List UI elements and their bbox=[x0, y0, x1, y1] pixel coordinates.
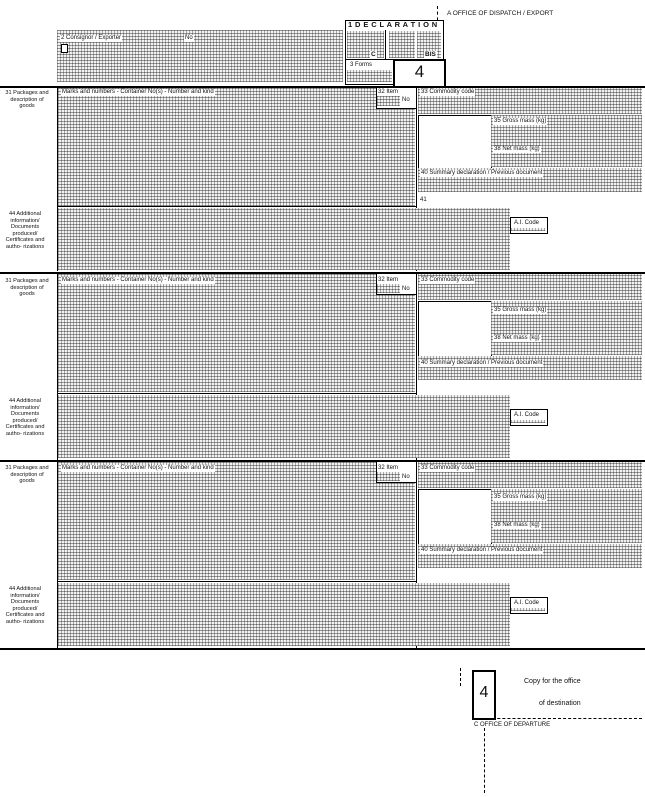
divider bbox=[57, 206, 416, 207]
additional-info-field[interactable] bbox=[58, 395, 510, 458]
marks-label: Marks and numbers - Container No(s) - Number and kind bbox=[62, 465, 214, 471]
net-mass-label: 38 Net mass (kg) bbox=[494, 335, 540, 341]
item-no-label: No bbox=[402, 97, 410, 103]
forms-value: 4 bbox=[414, 62, 425, 81]
box31-label: 31 Packages and description of goods bbox=[5, 278, 49, 298]
additional-info-field[interactable] bbox=[58, 583, 510, 646]
ai-code-label: A.I. Code bbox=[514, 600, 540, 606]
commodity-label: 33 Commodity code bbox=[421, 465, 475, 471]
ai-code-field[interactable] bbox=[511, 608, 545, 611]
item-label: 32 Item bbox=[378, 277, 399, 283]
consignor-label: 2 Consignor / Exporter bbox=[61, 35, 122, 41]
item-label: 32 Item bbox=[378, 89, 399, 95]
net-mass-label: 38 Net mass (kg) bbox=[494, 146, 540, 152]
copy-number: 4 bbox=[479, 684, 489, 701]
divider bbox=[460, 668, 461, 686]
gross-mass-label: 35 Gross mass (kg) bbox=[494, 118, 547, 124]
goods-description-field[interactable] bbox=[58, 274, 415, 392]
ai-code-field[interactable] bbox=[511, 228, 545, 231]
divider bbox=[385, 30, 386, 59]
office-dispatch-label: A OFFICE OF DISPATCH / EXPORT bbox=[447, 10, 554, 17]
item-number-field[interactable] bbox=[377, 96, 400, 106]
forms-field[interactable] bbox=[347, 70, 392, 82]
box44-label: 44 Additional information/ Documents produced/ Certificates and autho- rizations bbox=[5, 586, 45, 625]
gross-mass-label: 35 Gross mass (kg) bbox=[494, 307, 547, 313]
box31-label: 31 Packages and description of goods bbox=[5, 465, 49, 485]
item-number-field[interactable] bbox=[377, 284, 400, 293]
blank-box bbox=[418, 489, 492, 545]
consignor-no-label: No bbox=[185, 35, 193, 41]
box31-label: 31 Packages and description of goods bbox=[5, 90, 49, 110]
box44-label: 44 Additional information/ Documents produced/ Certificates and autho- rizations bbox=[5, 398, 45, 437]
divider bbox=[57, 581, 416, 582]
ai-code-field[interactable] bbox=[511, 420, 545, 423]
item-label: 32 Item bbox=[378, 465, 399, 471]
declaration-label: 1 D E C L A R A T I O N bbox=[348, 20, 438, 29]
divider bbox=[472, 718, 642, 719]
marks-label: Marks and numbers - Container No(s) - Number and kind bbox=[62, 277, 214, 283]
blank-box bbox=[418, 301, 492, 357]
divider bbox=[484, 728, 485, 793]
summary-label: 40 Summary declaration / Previous document bbox=[421, 360, 543, 366]
copy-line-2: of destination bbox=[539, 700, 581, 707]
summary-label: 40 Summary declaration / Previous document bbox=[421, 170, 543, 176]
item-number-field[interactable] bbox=[377, 472, 400, 481]
office-departure-label: C OFFICE OF DEPARTURE bbox=[474, 722, 551, 728]
blank-box bbox=[418, 115, 492, 169]
net-mass-label: 38 Net mass (kg) bbox=[494, 522, 540, 528]
declaration-type-field[interactable] bbox=[347, 31, 384, 58]
marks-label: Marks and numbers - Container No(s) - Number and kind bbox=[62, 89, 214, 95]
goods-description-field[interactable] bbox=[58, 88, 415, 206]
ai-code-label: A.I. Code bbox=[514, 412, 540, 418]
item-no-label: No bbox=[402, 286, 410, 292]
ai-code-label: A.I. Code bbox=[514, 220, 540, 226]
declaration-c: C bbox=[371, 51, 376, 58]
goods-description-field[interactable] bbox=[58, 462, 415, 580]
divider bbox=[57, 393, 416, 394]
declaration-bis: BIS bbox=[425, 51, 436, 58]
summary-label: 40 Summary declaration / Previous document bbox=[421, 547, 543, 553]
commodity-label: 33 Commodity code bbox=[421, 89, 475, 95]
additional-info-field[interactable] bbox=[58, 208, 510, 270]
declaration-subtype-field[interactable] bbox=[389, 31, 415, 58]
section-divider bbox=[0, 648, 645, 650]
forms-label: 3 Forms bbox=[350, 62, 373, 68]
box41-label: 41 bbox=[420, 197, 427, 203]
commodity-label: 33 Commodity code bbox=[421, 277, 475, 283]
consignor-checkbox[interactable] bbox=[61, 44, 68, 53]
box44-label: 44 Additional information/ Documents produced/ Certificates and autho- rizations bbox=[5, 211, 45, 250]
copy-line-1: Copy for the office bbox=[524, 678, 581, 685]
item-no-label: No bbox=[402, 474, 410, 480]
gross-mass-label: 35 Gross mass (kg) bbox=[494, 494, 547, 500]
